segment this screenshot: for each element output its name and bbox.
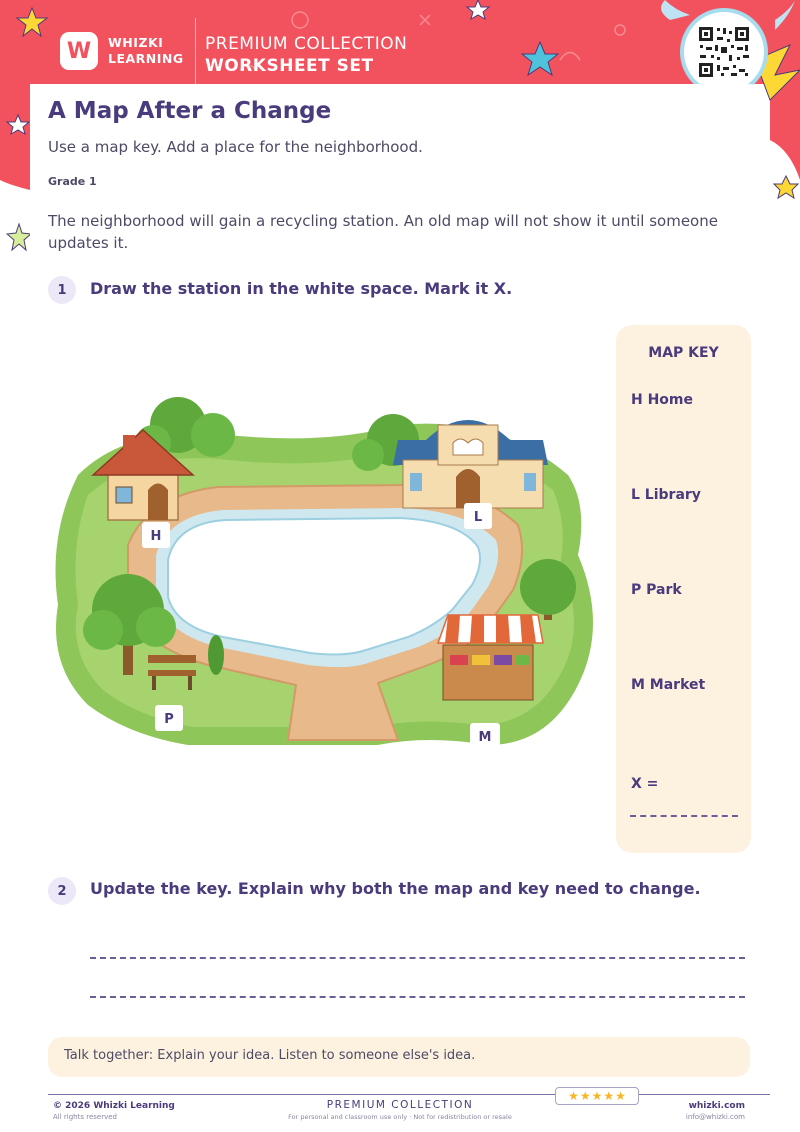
question-text-2: Update the key. Explain why both the map and key need to change. xyxy=(90,879,701,898)
star-icon xyxy=(774,176,798,198)
map-label-library xyxy=(464,503,492,529)
star-icon: ★ xyxy=(579,1089,591,1103)
brand-logo-letter: W xyxy=(66,38,92,64)
map-label-home xyxy=(142,522,170,548)
brand-line-2: LEARNING xyxy=(108,51,184,66)
qr-code[interactable] xyxy=(680,8,768,96)
page-title: A Map After a Change xyxy=(48,98,332,124)
grade-label: Grade 1 xyxy=(48,175,97,188)
answer-line-2[interactable] xyxy=(90,996,745,998)
map-label-park xyxy=(155,705,183,731)
star-icon: ★ xyxy=(591,1089,603,1103)
collection-line-1: PREMIUM COLLECTION xyxy=(205,34,408,54)
star-icon: ★ xyxy=(568,1089,579,1103)
footer-email[interactable]: info@whizki.com xyxy=(685,1113,745,1121)
map-key-item-park: P Park xyxy=(631,582,682,598)
map-key-title: MAP KEY xyxy=(648,345,719,361)
collection-title xyxy=(205,33,407,77)
footer-collection: PREMIUM COLLECTION xyxy=(326,1099,474,1111)
brand[interactable] xyxy=(48,18,196,84)
question-number-2: 2 xyxy=(48,877,76,905)
star-icon: ★ xyxy=(603,1089,615,1103)
star-icon: ★ xyxy=(615,1089,626,1103)
brand-logo xyxy=(60,32,98,70)
map-label-market xyxy=(470,723,500,749)
page-subtitle: Use a map key. Add a place for the neighborhood. xyxy=(48,138,423,156)
brand-name xyxy=(108,35,184,67)
footer-website[interactable]: whizki.com xyxy=(688,1101,745,1111)
intro-text: The neighborhood will gain a recycling station. An old map will not show it until someone updates it. xyxy=(48,212,718,252)
map-key-item-library: L Library xyxy=(631,487,701,503)
map-key-item-market: M Market xyxy=(631,677,706,693)
map-key-answer-line[interactable] xyxy=(630,815,738,817)
collection-line-2: WORKSHEET SET xyxy=(205,56,374,76)
footer-divider xyxy=(48,1094,770,1095)
qr-code-icon xyxy=(697,25,751,79)
neighborhood-map[interactable] xyxy=(48,365,608,805)
footer-usage: For personal and classroom use only · Not for redistribution or resale xyxy=(288,1113,512,1121)
question-number-1: 1 xyxy=(48,276,76,304)
map-label-m: M xyxy=(478,730,492,745)
market-stall-icon xyxy=(438,615,543,700)
map-label-h: H xyxy=(150,529,162,544)
map-key-item-home: H Home xyxy=(631,392,694,408)
bush-icon xyxy=(208,635,224,675)
map-label-l: L xyxy=(473,510,483,525)
map-label-p: P xyxy=(164,712,174,727)
brand-line-1: WHIZKI xyxy=(108,35,164,50)
footer-copyright: © 2026 Whizki Learning xyxy=(53,1101,175,1111)
question-text-1: Draw the station in the white space. Mark it X. xyxy=(90,279,513,298)
map-key xyxy=(616,325,751,853)
talk-together-box: Talk together: Explain your idea. Listen to someone else's idea. xyxy=(48,1037,750,1077)
footer-rights: All rights reserved xyxy=(53,1113,117,1121)
answer-line-1[interactable] xyxy=(90,957,745,959)
map-key-item-x: X = xyxy=(631,776,659,792)
rating-stars xyxy=(555,1087,639,1105)
star-icon xyxy=(6,222,32,252)
